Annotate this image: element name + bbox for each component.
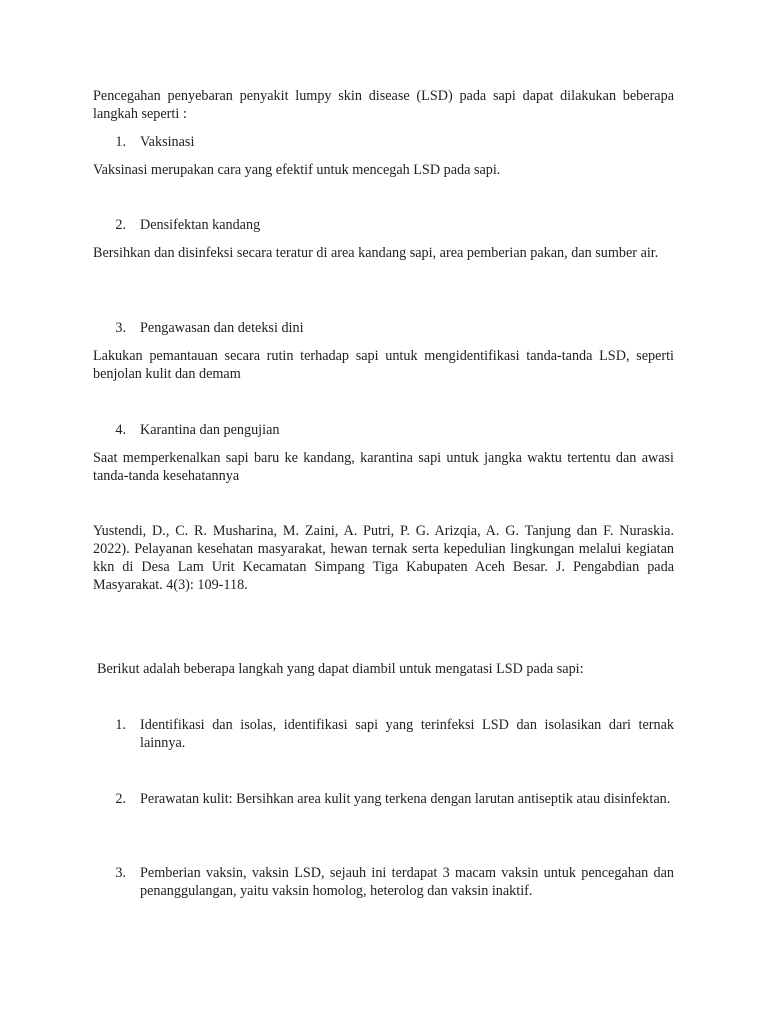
step-1-number: 1. [115, 134, 126, 150]
step-4-title: Karantina dan pengujian [140, 422, 280, 438]
step-1-body: Vaksinasi merupakan cara yang efektif untuk mencegah LSD pada sapi. [93, 162, 501, 178]
reference-paragraph: Yustendi, D., C. R. Musharina, M. Zaini, A. Putri, P. G. Arizqia, A. G. Tanjung dan F. Nuraskia. 2022). Pelayanan kesehatan masyarakat, hewan ternak serta kepedulian lingkungan melalui kegiatan kkn di Desa Lam Urit Kecamatan Simpang Tiga Kabupaten Aceh Besar. J. Pengabdian pada Masyarakat. 4(3): 109-118. [93, 523, 674, 593]
section2-item-1-number: 1. [115, 717, 126, 733]
section2-item-2-text: Perawatan kulit: Bersihkan area kulit yang terkena dengan larutan antiseptik atau disinfektan. [140, 791, 671, 807]
section2-intro: Berikut adalah beberapa langkah yang dapat diambil untuk mengatasi LSD pada sapi: [97, 661, 584, 677]
section2-item-1-text: Identifikasi dan isolas, identifikasi sapi yang terinfeksi LSD dan isolasikan dari ternak lainnya. [140, 717, 674, 751]
section2-item-3-text: Pemberian vaksin, vaksin LSD, sejauh ini terdapat 3 macam vaksin untuk pencegahan dan penanggulangan, yaitu vaksin homolog, heterolog dan vaksin inaktif. [140, 865, 674, 899]
step-2-body: Bersihkan dan disinfeksi secara teratur di area kandang sapi, area pemberian pakan, dan sumber air. [93, 245, 659, 261]
step-3-number: 3. [115, 320, 126, 336]
intro-paragraph: Pencegahan penyebaran penyakit lumpy skin disease (LSD) pada sapi dapat dilakukan beberapa langkah seperti : [93, 88, 674, 122]
step-3-title: Pengawasan dan deteksi dini [140, 320, 304, 336]
step-2-number: 2. [115, 217, 126, 233]
step-3-body: Lakukan pemantauan secara rutin terhadap sapi untuk mengidentifikasi tanda-tanda LSD, seperti benjolan kulit dan demam [93, 348, 674, 382]
step-1-title: Vaksinasi [140, 134, 195, 150]
section2-item-2-number: 2. [115, 791, 126, 807]
step-4-body: Saat memperkenalkan sapi baru ke kandang, karantina sapi untuk jangka waktu tertentu dan awasi tanda-tanda kesehatannya [93, 450, 674, 484]
step-2-title: Densifektan kandang [140, 217, 261, 233]
step-4-number: 4. [115, 422, 126, 438]
section2-item-3-number: 3. [115, 865, 126, 881]
